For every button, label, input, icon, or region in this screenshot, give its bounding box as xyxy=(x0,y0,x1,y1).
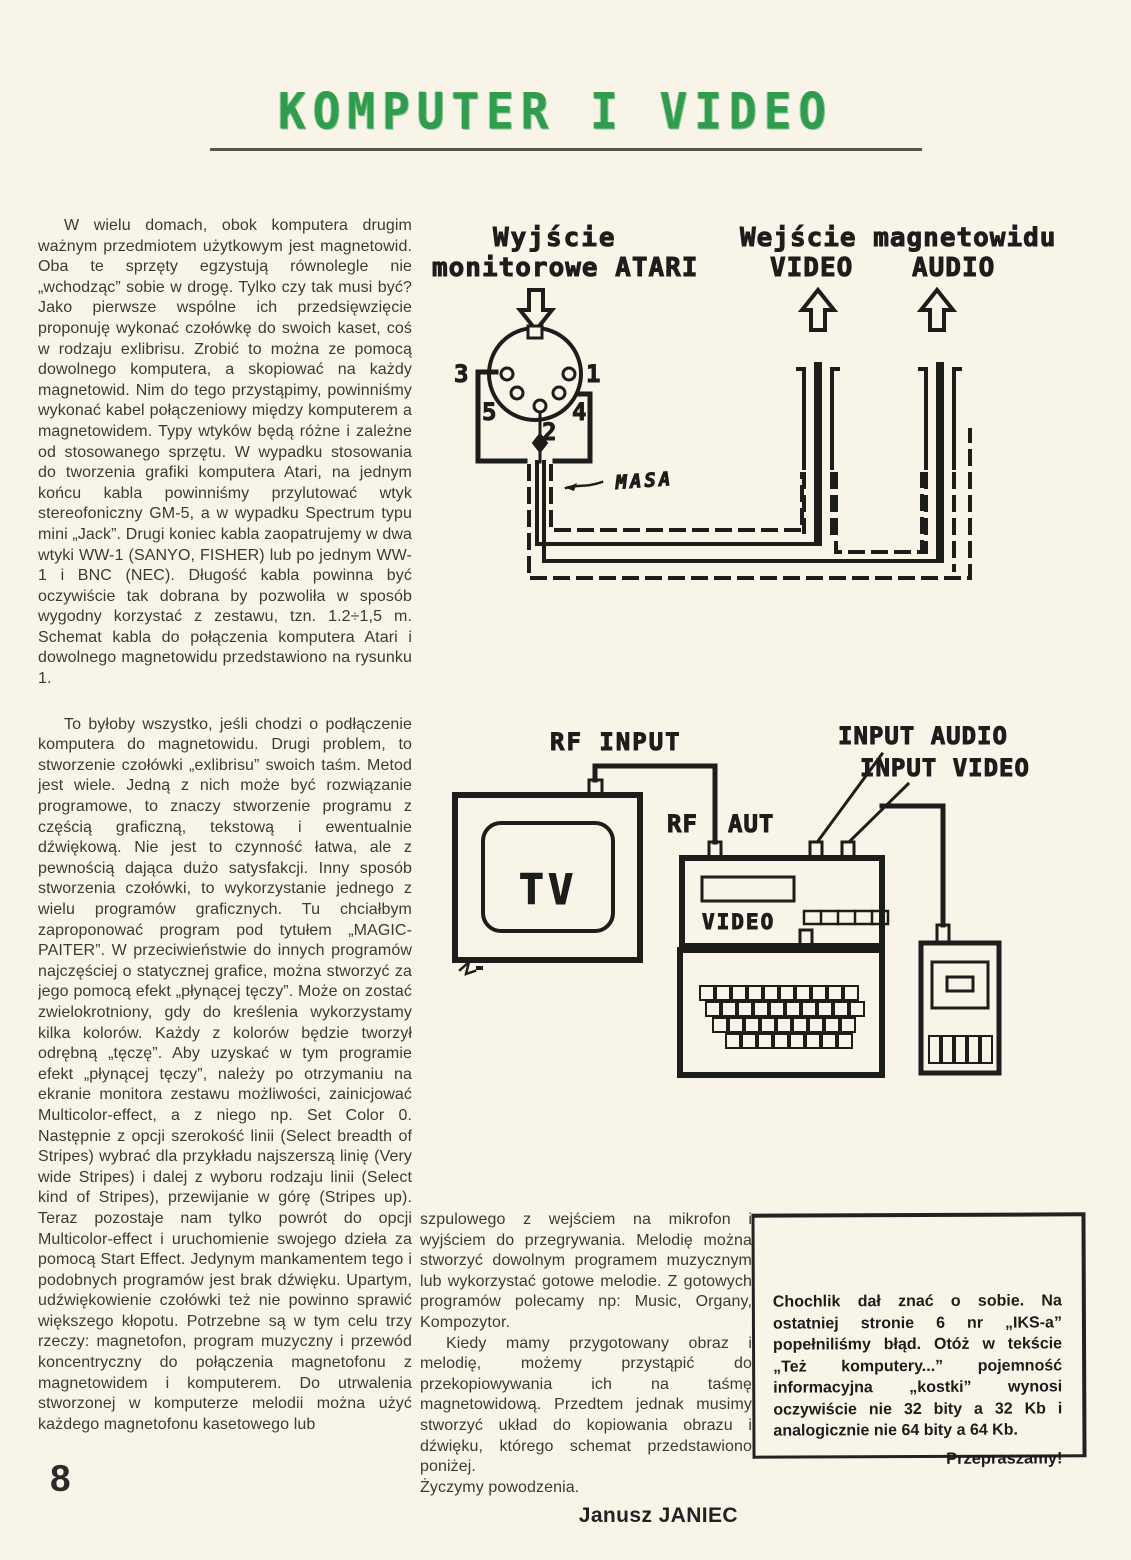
ww1-plug-video xyxy=(798,362,838,546)
up-arrow-icon xyxy=(802,290,834,330)
page-number: 8 xyxy=(50,1458,71,1499)
masa-label: MASA xyxy=(614,468,674,494)
vcr-display xyxy=(702,877,794,901)
article-column-2 xyxy=(420,1210,752,1527)
tv-box xyxy=(455,780,640,960)
atari-output-label-line2: monitorowe ATARI xyxy=(432,253,699,283)
cassette-window xyxy=(932,962,988,1008)
audio-callout-line xyxy=(818,754,882,841)
rf-out-label-left: RF xyxy=(667,810,698,838)
recorder-connector xyxy=(937,925,949,943)
article-paragraph: To byłoby wszystko, jeśli chodzi o podłączenie komputera do magnetowidu. Drugi problem, to stworzenie czołówki „exlibrisu” swoich taśm. Metod jest wiele. Jedną z nich może być rozwiązanie programowe, to znaczy stworzenie programu z częścią graficzną, tekstową i ewentualnie dźwiękową. Nie jest to czynność łatwa, ale z pewnością dająca dużo satysfakcji. Inny sposób stworzenia czołówki, to wykorzystanie jednego z wielu programów graficznych. Tu chciałbym zaproponować program pod tytułem „MAGIC-PAITER”. W przeciwieństwie do innych programów najczęściej o statycznej grafice, można stworzyć za jego pomocą efekt „płynącej tęczy”. Może on zostać zwielokrotniony, gdy do kreślenia wykorzystamy kilka kolorów. Każdy z kolorów będzie tworzył odrębną „tęczę”. Aby uzyskać w tym programie efekt „płynącej tęczy”, należy po otrzymaniu na ekranie monitora zestawu możliwości, zainicjować Multicolor-effect, a z niego np. Set Color 0. Następnie z opcji szerokość linii (Select breadth of Stripes) wybrać dla przykładu najszerszą linię (Very wide Stripes) i dalej z wyboru rodzaju linii (Select kind of Stripes), przewijanie w górę (Stripes up). Teraz pozostaje nam tylko powrót do opcji Multicolor-effect i uruchomienie swojego dzieła za pomocą Start Effect. Jedynym mankamentem tego i podobnych programów jest brak dźwięku. Upartym, udźwiękowienie czołówki też nie powinno sprawić większego kłopotu. Potrzebne są w tym celu trzy rzeczy: magnetofon, program muzyczny i przewód koncentryczny do połączenia magnetofonu z magnetowidem i komputerem. Do utrwalenia stworzonej w komputerze melodii można użyć każdego magnetofonu kasetowego lub xyxy=(38,715,412,1433)
pin-number: 2 xyxy=(542,418,557,446)
cable-shield xyxy=(529,430,970,578)
cassette-recorder-box xyxy=(921,925,999,1073)
down-arrow-icon xyxy=(520,290,552,330)
erratum-signoff: Przepraszamy! xyxy=(946,1448,1063,1468)
din-connector xyxy=(478,326,590,462)
vcr-box xyxy=(682,842,888,946)
pin-number: 4 xyxy=(572,398,587,426)
erratum-box xyxy=(751,1212,1086,1468)
input-video-label: INPUT VIDEO xyxy=(860,754,1030,782)
up-arrow-icon xyxy=(921,290,953,330)
input-audio-label: INPUT AUDIO xyxy=(838,722,1008,750)
ground-callout xyxy=(566,468,674,494)
rf-out-label-right: AUT xyxy=(728,810,775,838)
closing-line: Życzymy powodzenia. xyxy=(420,1478,580,1496)
recorder-cable xyxy=(882,806,943,925)
video-input-label: VIDEO xyxy=(770,253,854,283)
pin-number: 3 xyxy=(454,360,469,388)
article-paragraph: W wielu domach, obok komputera drugim ważnym przedmiotem użytkowym jest magnetowid. Oba te sprzęty egzystują równolegle nie „wchodząc” sobie w drogę. Tylko czy tak musi być? Jako pierwsze wspólne ich przedsięwzięcie proponuję wykonać czołówkę do swoich kaset, coś w rodzaju exlibrisu. Zrobić to można ze pomocą dowolnego komputera, a skopiować na każdy magnetowid. Nim do tego przystąpimy, powinniśmy wykonać kabel połączeniowy między komputerem a magnetowidem. Typy wtyków będą różne i zależne od stosowanego sprzętu. W wypadku stosowania do tworzenia grafiki komputera Atari, na jednym końcu kabla powinniśmy przylutować wtyk stereofoniczny GM-5, a w wypadku Spectrum typu mini „Jack”. Drugi koniec kabla zaopatrujemy w dwa wtyki WW-1 (SANYO, FISHER) lub po jednym WW-1 i BNC (NEC). Długość kabla powinna być oczywiście tak dobrana by pozwoliła w sposób wygodny korzystać z zestawu, tzn. 1.2÷1,5 m. Schemat kabla do połączenia komputera Atari i dowolnego magnetowidu przedstawiono na rysunku 1. xyxy=(38,217,412,688)
ww1-plug-audio xyxy=(920,362,960,570)
pin-number: 1 xyxy=(586,360,601,388)
cassette-slot xyxy=(947,977,973,991)
author-byline: Janusz JANIEC xyxy=(578,1504,738,1528)
page-title: KOMPUTER I VIDEO xyxy=(278,82,834,141)
recorder-buttons xyxy=(929,1036,992,1063)
ink-smudge xyxy=(460,962,483,974)
cable-conductors xyxy=(537,462,938,561)
pin-number: 5 xyxy=(482,398,497,426)
keyboard-keys xyxy=(700,986,864,1048)
computer-keyboard-box xyxy=(680,930,882,1075)
tv-label: TV xyxy=(518,865,578,914)
erratum-text: Chochlik dał znać o sobie. Na ostatniej stronie 6 nr „IKS-a” popełniliśmy błąd. Otóż w tekście „Też komputery...” pojemność informacyjna „kostki” wynosi oczywiście nie 32 bity a 32 Kb i analogicznie nie 64 bity a 64 Kb. xyxy=(772,1292,1063,1440)
article-paragraph: szpulowego z wejściem na mikrofon i wyjściem do przegrywania. Melodię można stworzyć dowolnym programem muzycznym lub wykorzystać gotowe melodie. Z gotowych programów polecamy np: Music, Organy, Kompozytor. xyxy=(420,1211,752,1331)
vcr-input-label: Wejście magnetowidu xyxy=(740,223,1057,253)
rf-input-label: RF INPUT xyxy=(550,728,682,756)
cable-schematic-figure xyxy=(430,222,1110,642)
article-paragraph: Kiedy mamy przygotowany obraz i melodię, możemy przystąpić do przekopiowywania ich na taśmę magnetowidową. Przedtem jednak musimy stworzyć układ do kopiowania obrazu i dźwięku, którego schemat przedstawiono poniżej. xyxy=(420,1334,752,1476)
audio-input-label: AUDIO xyxy=(912,253,996,283)
vcr-label: VIDEO xyxy=(702,910,776,934)
title-underline xyxy=(210,148,922,151)
atari-output-label-line1: Wyjście xyxy=(493,223,617,253)
vcr-buttons xyxy=(804,911,888,924)
video-callout-line xyxy=(850,784,908,841)
copy-setup-figure xyxy=(430,720,1110,1120)
article-column-1 xyxy=(38,216,412,1546)
